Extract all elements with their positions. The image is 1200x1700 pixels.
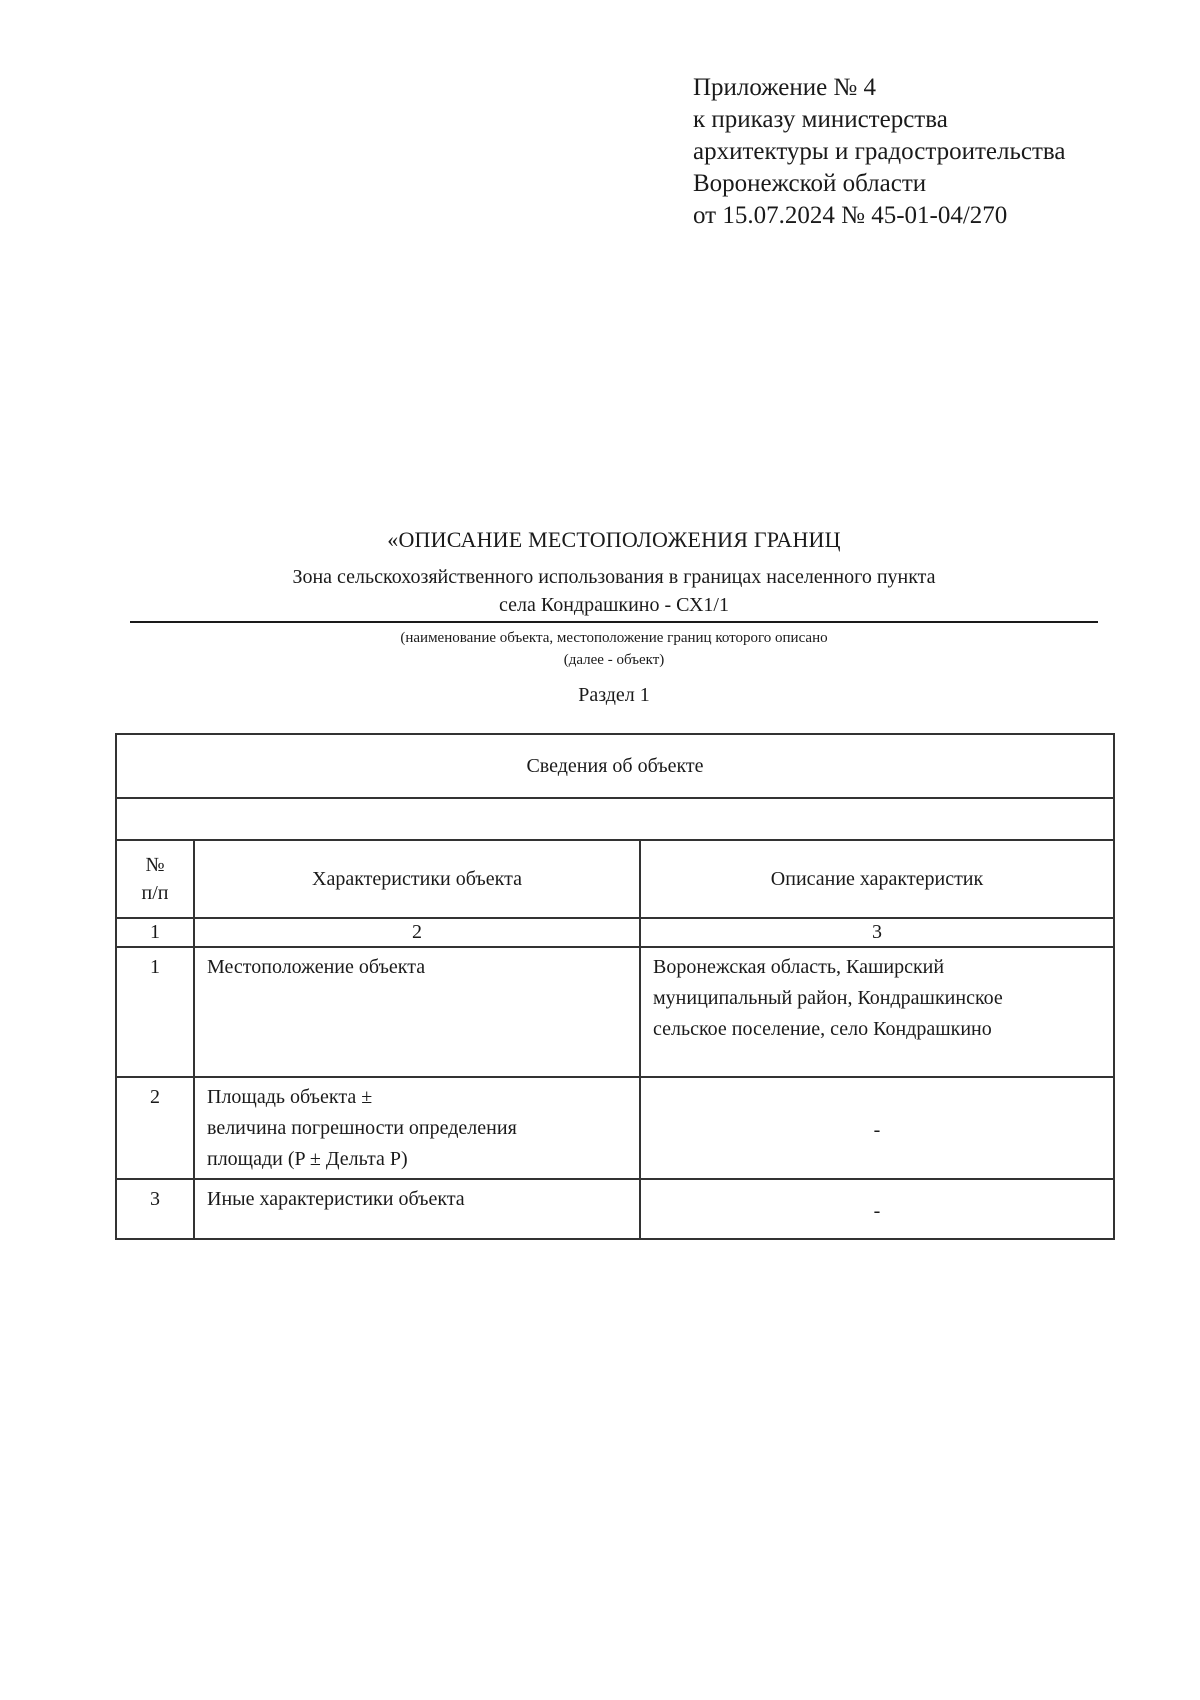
row-number: 2 [116,1077,194,1179]
table-empty-row [116,798,1114,840]
object-name-line: села Кондрашкино - СХ1/1 [499,594,729,616]
appendix-line: от 15.07.2024 № 45-01-04/270 [693,202,1008,229]
header-num-line: п/п [141,882,169,904]
header-characteristics: Характеристики объекта [194,840,640,918]
caption-line: (наименование объекта, местоположение границ которого описано [400,630,828,646]
object-info-table [115,733,1115,1240]
caption-line: (далее - объект) [563,652,665,668]
header-num-line: № [145,854,165,876]
appendix-line: архитектуры и градостроительства [693,138,1066,165]
row-characteristic [194,947,640,1077]
text-line: - [873,1118,881,1141]
column-number: 1 [116,918,194,947]
appendix-line: к приказу министерства [693,106,948,133]
row-number: 1 [116,947,194,1077]
text-line: Иные характеристики объекта [207,1188,465,1210]
text-line: Воронежская область, Каширский [653,956,945,978]
header-num [116,840,194,918]
section-label: Раздел 1 [578,684,650,706]
row-number: 3 [116,1179,194,1239]
text-line: площади (P ± Дельта P) [207,1148,408,1170]
text-line: величина погрешности определения [207,1117,517,1139]
text-line: сельское поселение, село Кондрашкино [653,1018,992,1040]
object-name [130,563,1098,619]
empty-cell [116,798,1114,840]
document-title: «ОПИСАНИЕ МЕСТОПОЛОЖЕНИЯ ГРАНИЦ [387,527,841,552]
text-line: - [873,1199,881,1222]
row-characteristic [194,1179,640,1239]
row-characteristic [194,1077,640,1179]
object-name-caption [130,627,1098,671]
header-description: Описание характеристик [640,840,1114,918]
object-name-line: Зона сельскохозяйственного использования в границах населенного пункта [292,566,936,588]
text-line: Площадь объекта ± [207,1086,373,1108]
table-title: Сведения об объекте [116,734,1114,798]
column-number: 3 [640,918,1114,947]
row-description [640,1179,1114,1239]
text-line: муниципальный район, Кондрашкинское [653,987,1003,1009]
appendix-line: Воронежской области [693,170,927,197]
document-heading [130,525,1098,709]
table-row [116,1179,1114,1239]
table-row [116,947,1114,1077]
appendix-block [693,72,1065,232]
column-number-row [116,918,1114,947]
underline-rule [130,621,1098,623]
row-description [640,1077,1114,1179]
column-number: 2 [194,918,640,947]
appendix-line: Приложение № 4 [693,74,877,101]
text-line: Местоположение объекта [207,956,426,978]
table-header-row [116,840,1114,918]
row-description [640,947,1114,1077]
table-row [116,1077,1114,1179]
table-title-row [116,734,1114,798]
